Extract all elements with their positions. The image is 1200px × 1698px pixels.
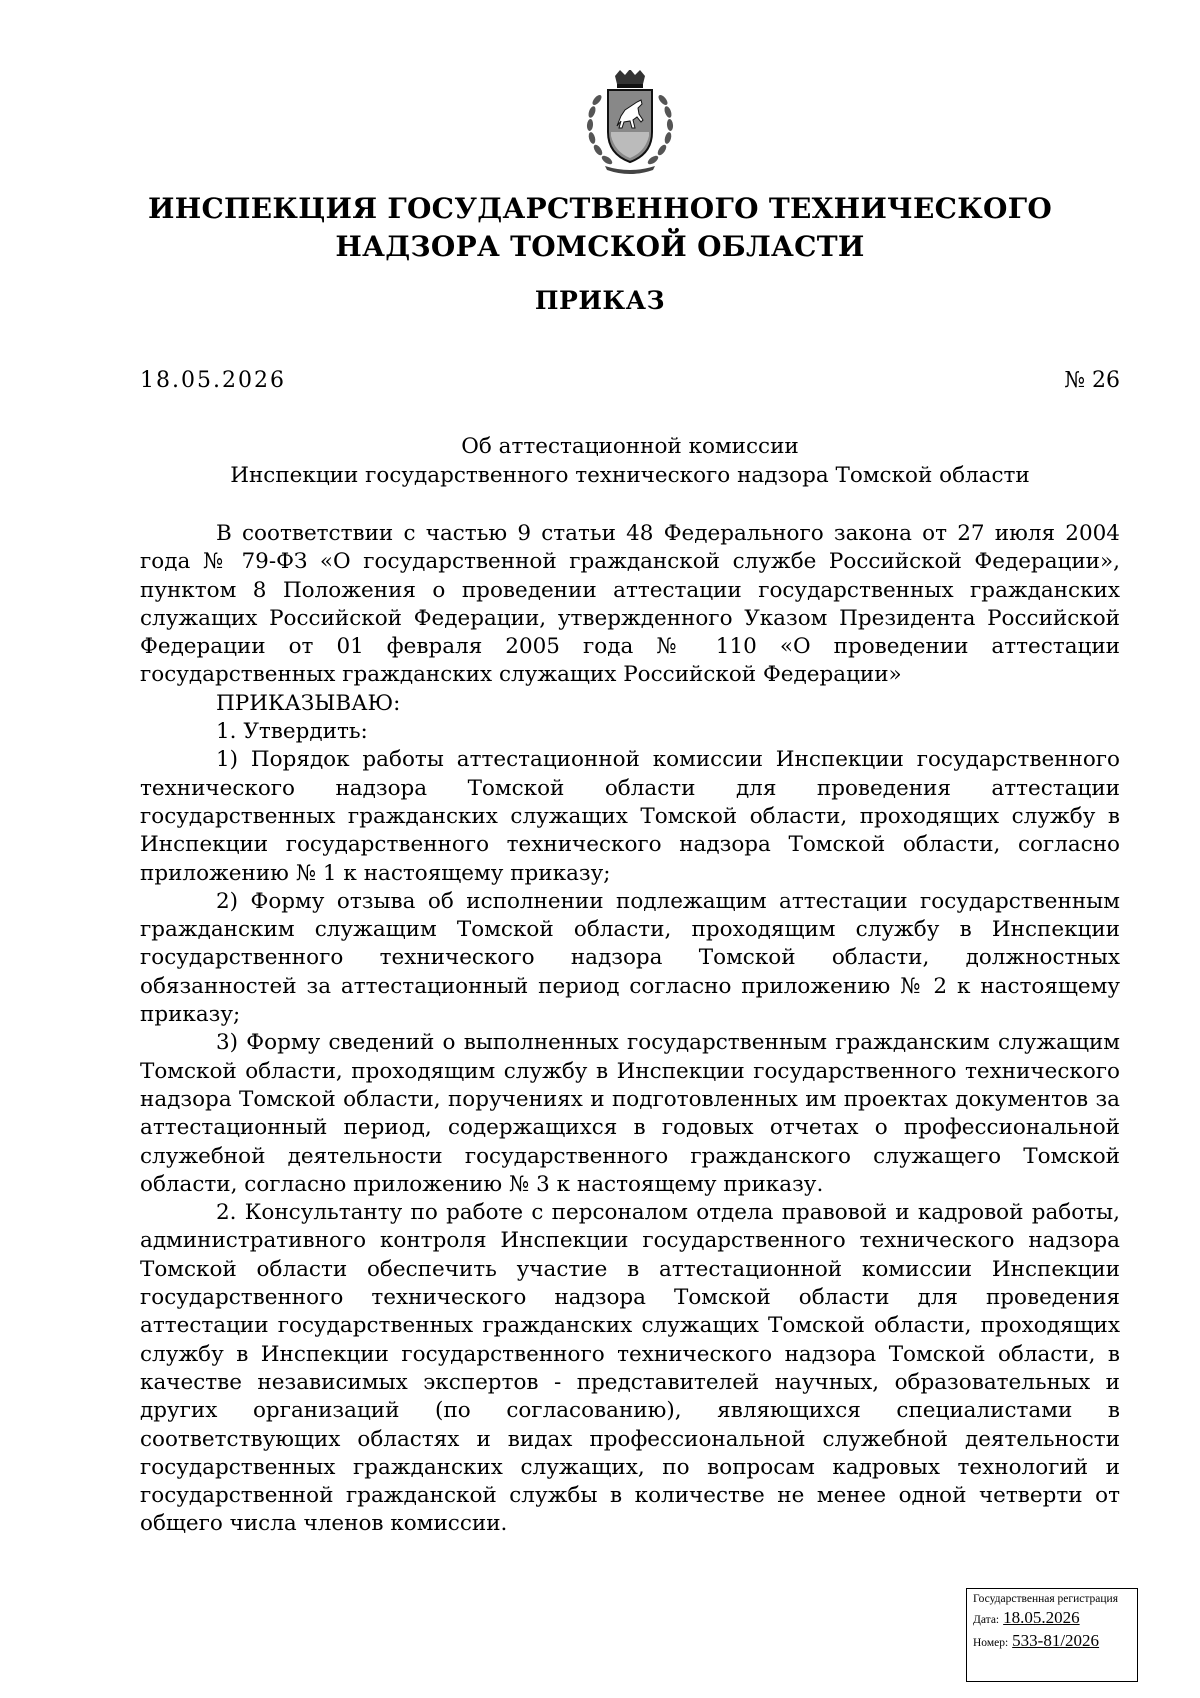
organization-title-line2: НАДЗОРА ТОМСКОЙ ОБЛАСТИ	[335, 230, 865, 263]
registration-stamp	[966, 1588, 1138, 1682]
subject-line2: Инспекции государственного технического надзора Томской области	[230, 463, 1030, 488]
item-1-1-paragraph: 1) Порядок работы аттестационной комиссии Инспекции государственного технического надзора Томской области для проведения аттестации государственных гражданских служащих Томской области, проходящих службу в Инспекции государственного технического надзора Томской области, согласно приложению № 1 к настоящему приказу;	[140, 747, 1120, 886]
registration-date-value: 18.05.2026	[1003, 1608, 1080, 1627]
document-type: ПРИКАЗ	[534, 286, 666, 315]
item-1-heading: 1. Утвердить:	[216, 719, 368, 745]
document-number: № 26	[1064, 368, 1120, 393]
item-1-3-paragraph: 3) Форму сведений о выполненных государственным гражданским служащим Томской области, проходящим службу в Инспекции государственного технического надзора Томской области, поручениях и подготовленных им проектах документов за аттестационный период, содержащихся в годовых отчетах о профессиональной служебной деятельности государственного гражданского служащего Томской области, согласно приложению № 3 к настоящему приказу.	[140, 1030, 1120, 1197]
registration-date-line	[973, 1608, 1131, 1628]
item-2-paragraph: 2. Консультанту по работе с персоналом отдела правовой и кадровой работы, административного контроля Инспекции государственного технического надзора Томской области обеспечить участие в аттестационной комиссии Инспекции государственного технического надзора Томской области для проведения аттестации государственных гражданских служащих Томской области, проходящих службу в Инспекции государственного технического надзора Томской области, в качестве независимых экспертов - представителей научных, образовательных и других организаций (по согласованию), являющихся специалистами в соответствующих областях и видах профессиональной служебной деятельности государственных гражданских служащих, по вопросам кадровых технологий и государственной гражданской службы в количестве не менее одной четверти от общего числа членов комиссии.	[140, 1200, 1120, 1537]
registration-number-line	[973, 1631, 1131, 1651]
date-number-row	[140, 368, 1120, 400]
registration-title: Государственная регистрация	[973, 1593, 1118, 1605]
document-date: 18.05.2026	[140, 368, 286, 393]
tomsk-coat-of-arms-icon	[575, 70, 685, 175]
registration-number-label: Номер:	[973, 1637, 1009, 1649]
organization-title	[140, 190, 1060, 266]
organization-title-line1: ИНСПЕКЦИЯ ГОСУДАРСТВЕННОГО ТЕХНИЧЕСКОГО	[147, 192, 1053, 225]
document-subject	[140, 432, 1120, 490]
order-keyword: ПРИКАЗЫВАЮ:	[216, 690, 401, 716]
registration-number-value: 533-81/2026	[1012, 1631, 1100, 1650]
item-1-2-paragraph: 2) Форму отзыва об исполнении подлежащим аттестации государственным гражданским служащим Томской области, проходящим службу в Инспекции государственного технического надзора Томской области, должностных обязанностей за аттестационный период согласно приложению № 2 к настоящему приказу;	[140, 888, 1120, 1028]
document-body	[140, 520, 1120, 1539]
preamble-paragraph: В соответствии с частью 9 статьи 48 Федерального закона от 27 июля 2004 года № 79-ФЗ «О государственной гражданской службе Российской Федерации», пунктом 8 Положения о проведении аттестации государственных гражданских служащих Российской Федерации, утвержденного Указом Президента Российской Федерации от 01 февраля 2005 года № 110 «О проведении аттестации государственных гражданских служащих Российской Федерации»	[140, 521, 1120, 688]
registration-date-label: Дата:	[973, 1614, 1000, 1626]
subject-line1: Об аттестационной комиссии	[461, 434, 799, 459]
